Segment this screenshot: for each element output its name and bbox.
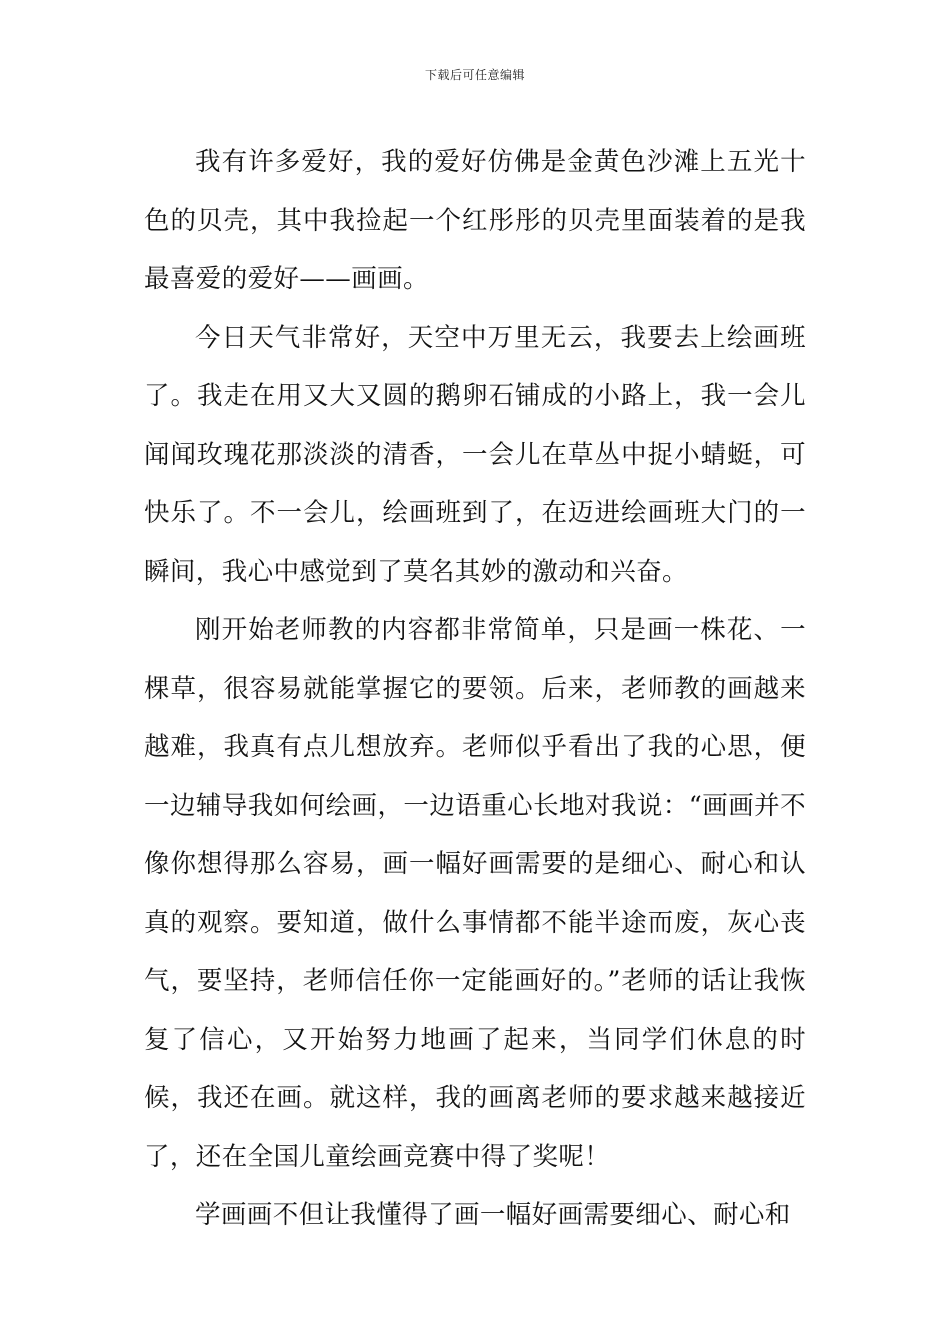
paragraph-2: 今日天气非常好，天空中万里无云，我要去上绘画班了。我走在用又大又圆的鹅卵石铺成的小路上，我一会儿闻闻玫瑰花那淡淡的清香，一会儿在草丛中捉小蜻蜓，可快乐了。不一会儿，绘画班到了，在迈进绘画班大门的一瞬间，我心中感觉到了莫名其妙的激动和兴奋。 bbox=[144, 322, 806, 587]
paragraph-1: 我有许多爱好，我的爱好仿佛是金黄色沙滩上五光十色的贝壳，其中我捡起一个红彤彤的贝壳里面装着的是我最喜爱的爱好——画画。 bbox=[144, 147, 806, 294]
paragraph-4: 学画画不但让我懂得了画一幅好画需要细心、耐心和 bbox=[195, 1200, 791, 1230]
page-header: 下载后可任意编辑 bbox=[424, 68, 525, 82]
paragraph-3: 刚开始老师教的内容都非常简单，只是画一株花、一棵草，很容易就能掌握它的要领。后来，老师教的画越来越难，我真有点儿想放弃。老师似乎看出了我的心思，便一边辅导我如何绘画，一边语重心长地对我说：“画画并不像你想得那么容易，画一幅好画需要的是细心、耐心和认真的观察。要知道，做什么事情都不能半途而废，灰心丧气，要坚持，老师信任你一定能画好的。”老师的话让我恢复了信心，又开始努力地画了起来，当同学们休息的时候，我还在画。就这样，我的画离老师的要求越来越接近了，还在全国儿童绘画竞赛中得了奖呢！ bbox=[144, 615, 806, 1172]
document-body bbox=[144, 133, 806, 1245]
